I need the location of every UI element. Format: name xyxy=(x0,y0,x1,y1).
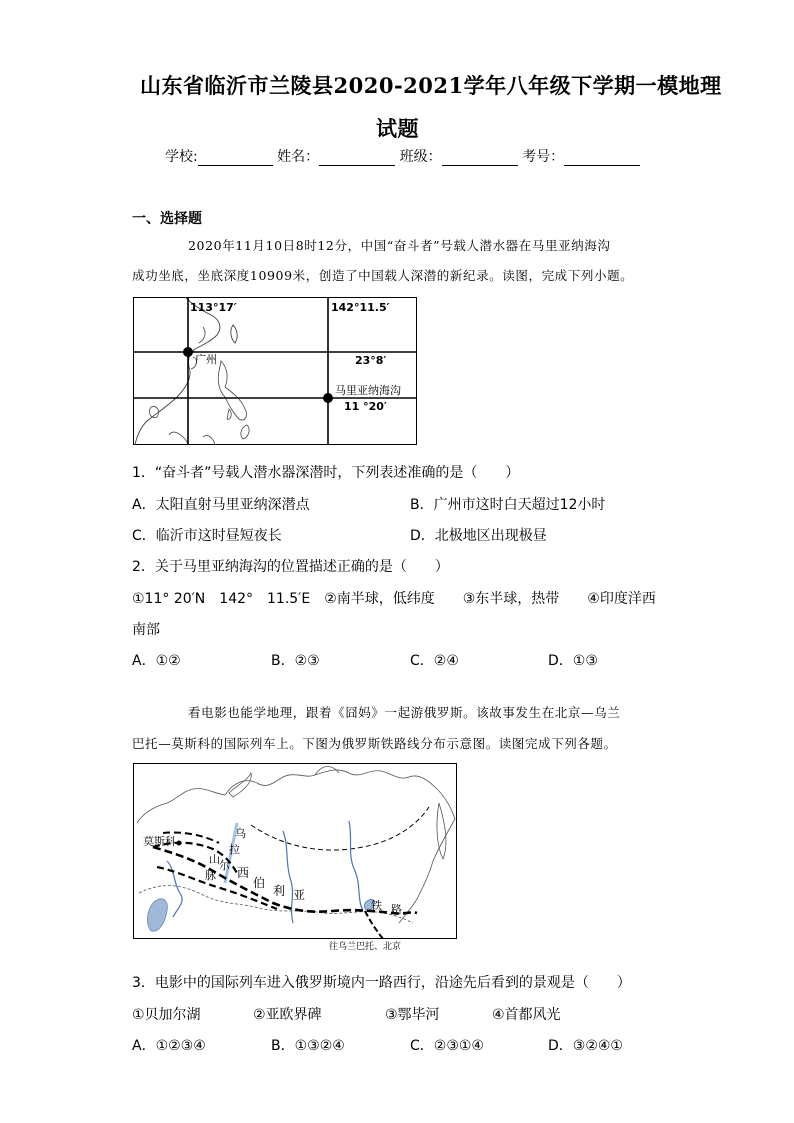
russia-railway-map xyxy=(133,763,457,951)
guangzhou-point xyxy=(183,347,193,357)
moscow-point xyxy=(177,841,182,846)
railway-char-lu: 路 xyxy=(391,903,402,916)
mariana-trench-point xyxy=(323,393,333,403)
intro-paragraph-2-line2: 巴托—莫斯科的国际列车上。下图为俄罗斯铁路线分布示意图。读图完成下列各题。 xyxy=(132,736,617,751)
map-caption: 往乌兰巴托、北京 xyxy=(329,942,402,951)
school-label: 学校: xyxy=(165,149,198,165)
school-field[interactable] xyxy=(198,151,273,166)
class-field[interactable] xyxy=(442,151,518,166)
mariana-map xyxy=(133,297,417,445)
intro-paragraph-1-line2: 成功坐底，坐底深度10909米，创造了中国载人深潜的新纪录。读图，完成下列小题。 xyxy=(132,268,634,283)
question-2-items-line1: ①11° 20′N 142° 11.5′E ②南半球，低纬度 ③东半球，热带 ④印度洋西 xyxy=(132,591,656,607)
q1-option-d[interactable]: D．北极地区出现极昼 xyxy=(410,528,547,544)
q3-option-a[interactable]: A．①②③④ xyxy=(132,1038,206,1054)
q1-option-a[interactable]: A．太阳直射马里亚纳深潜点 xyxy=(132,497,310,513)
intro-paragraph-2-line1: 看电影也能学地理，跟着《囧妈》一起游俄罗斯。该故事发生在北京—乌兰 xyxy=(188,705,621,720)
siberia-char-ya: 亚 xyxy=(293,888,306,902)
page-title-line2: 试题 xyxy=(376,116,419,141)
question-2-stem: 2．关于马里亚纳海沟的位置描述正确的是（ ） xyxy=(132,559,449,575)
q2-option-a[interactable]: A．①② xyxy=(132,653,181,669)
q1-option-c[interactable]: C．临沂市这时昼短夜长 xyxy=(132,528,282,544)
q2-option-c[interactable]: C．②④ xyxy=(410,653,459,669)
siberia-char-bo: 伯 xyxy=(253,876,266,890)
ural-char-er: 尔 xyxy=(219,859,230,872)
q3-item-1: ①贝加尔湖 xyxy=(132,1007,201,1023)
q3-option-d[interactable]: D．③②④① xyxy=(548,1038,623,1054)
siberia-char-li: 利 xyxy=(273,884,286,898)
q3-item-3: ③鄂毕河 xyxy=(385,1007,440,1023)
question-3-stem: 3．电影中的国际列车进入俄罗斯境内一路西行，沿途先后看到的景观是（ ） xyxy=(132,975,631,991)
q2-option-b[interactable]: B．②③ xyxy=(271,653,320,669)
q2-option-d[interactable]: D．①③ xyxy=(548,653,598,669)
number-label: 考号： xyxy=(522,149,565,165)
name-label: 姓名： xyxy=(277,149,320,165)
longitude-label-left: 113°17′ xyxy=(190,301,237,314)
longitude-label-right: 142°11.5′ xyxy=(331,301,390,314)
section-heading: 一、选择题 xyxy=(132,211,202,227)
siberia-char-xi: 西 xyxy=(237,866,250,880)
ural-char-mai: 脉 xyxy=(205,869,216,882)
q3-item-4: ④首都风光 xyxy=(492,1007,561,1023)
q3-item-2: ②亚欧界碑 xyxy=(253,1007,322,1023)
latitude-label-top: 23°8′ xyxy=(355,354,387,367)
trench-label: 马里亚纳海沟 xyxy=(335,384,401,397)
ural-char-wu: 乌 xyxy=(235,827,246,840)
moscow-label: 莫斯科 xyxy=(143,835,176,848)
question-2-items-line2: 南部 xyxy=(132,622,160,638)
city-label: 广州 xyxy=(195,353,217,366)
number-field[interactable] xyxy=(564,151,640,166)
class-label: 班级： xyxy=(399,149,442,165)
student-info-row xyxy=(165,146,640,166)
page-title-line1: 山东省临沂市兰陵县2020-2021学年八年级下学期一模地理 xyxy=(140,73,722,98)
name-field[interactable] xyxy=(319,151,395,166)
q3-option-b[interactable]: B．①③②④ xyxy=(271,1038,345,1054)
intro-paragraph-1-line1: 2020年11月10日8时12分，中国“奋斗者”号载人潜水器在马里亚纳海沟 xyxy=(188,238,611,253)
ural-char-la: 拉 xyxy=(229,843,240,856)
q1-option-b[interactable]: B．广州市这时白天超过12小时 xyxy=(410,497,606,513)
ural-char-shan: 山 xyxy=(209,853,220,866)
q3-option-c[interactable]: C．②③①④ xyxy=(410,1038,484,1054)
latitude-label-bottom: 11 °20′ xyxy=(344,400,387,413)
railway-char-tie: 铁 xyxy=(371,899,382,912)
question-1-stem: 1．“奋斗者”号载人潜水器深潜时，下列表述准确的是（ ） xyxy=(132,465,520,481)
